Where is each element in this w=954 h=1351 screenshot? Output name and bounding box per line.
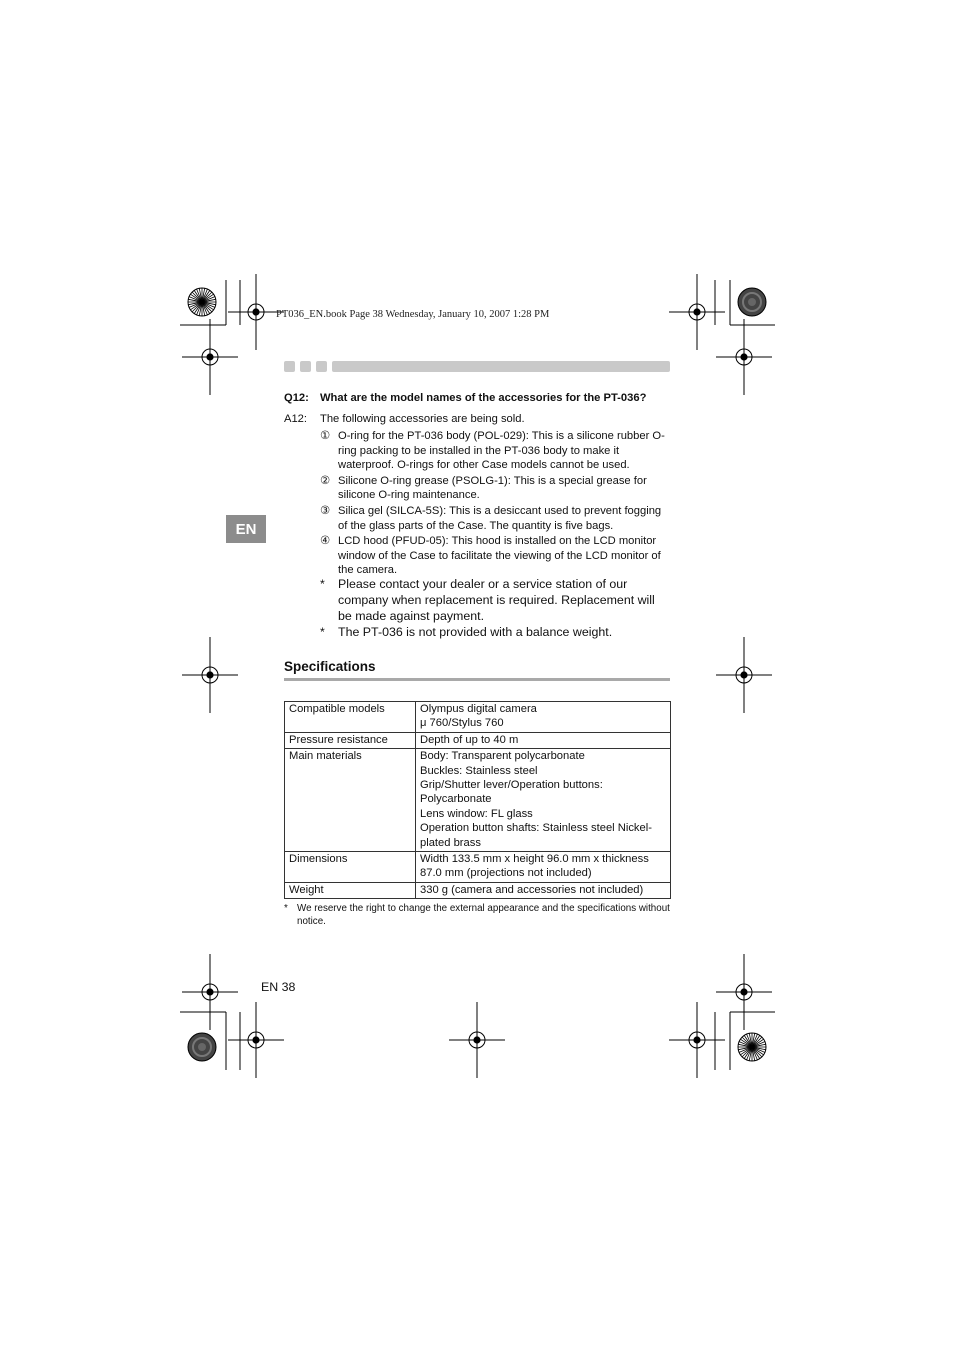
- notes: [320, 576, 672, 640]
- spec-footnote: [284, 902, 672, 928]
- spec-value: [416, 852, 671, 883]
- spec-value-line: Depth of up to 40 m: [420, 733, 519, 746]
- accessory-list: [320, 429, 672, 579]
- spec-key: Dimensions: [285, 852, 416, 883]
- item-number: ④: [320, 535, 331, 548]
- header-block-2: [300, 361, 311, 372]
- spec-key: Pressure resistance: [285, 732, 416, 748]
- item-number: ①: [320, 430, 331, 442]
- note-mark: *: [320, 577, 325, 591]
- header-block-1: [284, 361, 295, 372]
- item-text: LCD hood (PFUD-05): This hood is installed on the LCD monitor window of the Case to facilitate the viewing of the LCD monitor of the camera.: [338, 535, 661, 577]
- item-number: ②: [320, 474, 331, 487]
- note-text: Please contact your dealer or a service station of our company when replacement is required. Replacement will be made against payment.: [338, 577, 655, 623]
- spec-key: Main materials: [285, 749, 416, 852]
- list-item: [320, 534, 672, 578]
- spec-value-line: Grip/Shutter lever/Operation buttons: Polycarbonate: [420, 779, 603, 806]
- spec-key: Weight: [285, 882, 416, 898]
- item-text: O-ring for the PT-036 body (POL-029): This is a silicone rubber O-ring packing to be installed in the PT-036 body to make it waterproof. O-rings for other Case models cannot be used.: [338, 430, 665, 472]
- heading-rule: [284, 678, 670, 681]
- spec-value-line: Body: Transparent polycarbonate: [420, 750, 585, 763]
- table-row: [285, 749, 671, 852]
- list-item: [320, 429, 672, 473]
- note-item: [320, 576, 672, 624]
- answer-intro: [284, 413, 525, 425]
- list-item: [320, 504, 672, 533]
- book-header: PT036_EN.book Page 38 Wednesday, January 10, 2007 1:28 PM: [276, 309, 550, 320]
- note-text: The PT-036 is not provided with a balance weight.: [338, 625, 613, 639]
- footnote-mark: *: [284, 903, 288, 914]
- spec-key: Compatible models: [285, 702, 416, 733]
- spec-value: [416, 882, 671, 898]
- table-row: [285, 732, 671, 748]
- spec-value: [416, 749, 671, 852]
- page-number: EN 38: [261, 980, 296, 994]
- question-text: What are the model names of the accessories for the PT-036?: [320, 392, 647, 404]
- note-item: [320, 624, 672, 640]
- table-row: [285, 852, 671, 883]
- table-row: [285, 882, 671, 898]
- answer-label: A12:: [284, 413, 308, 425]
- specifications-table: [284, 701, 671, 899]
- table-row: [285, 702, 671, 733]
- specifications-heading: Specifications: [284, 659, 376, 674]
- spec-value-line: Olympus digital camera: [420, 703, 537, 715]
- language-tab: EN: [226, 515, 266, 543]
- spec-value-line: Lens window: FL glass: [420, 807, 533, 820]
- header-block-3: [316, 361, 327, 372]
- list-item: [320, 474, 672, 503]
- spec-value: [416, 702, 671, 733]
- spec-value-line: μ 760/Stylus 760: [420, 717, 504, 730]
- question-label: Q12:: [284, 392, 309, 404]
- spec-value-line: Width 133.5 mm x height 96.0 mm x thickness 87.0 mm (projections not included): [420, 853, 649, 880]
- item-number: ③: [320, 504, 331, 517]
- footnote-text: We reserve the right to change the external appearance and the specifications without notice.: [297, 903, 670, 927]
- spec-value-line: Buckles: Stainless steel: [420, 764, 538, 777]
- header-bar: [332, 361, 670, 372]
- answer-intro-text: The following accessories are being sold.: [320, 413, 525, 425]
- question: [284, 392, 646, 404]
- note-mark: *: [320, 625, 325, 639]
- spec-value-line: Operation button shafts: Stainless steel Nickel-plated brass: [420, 822, 652, 849]
- spec-value-line: 330 g (camera and accessories not included): [420, 883, 644, 896]
- spec-value: [416, 732, 671, 748]
- item-text: Silica gel (SILCA-5S): This is a desiccant used to prevent fogging of the glass parts of the Case. The quantity is five bags.: [338, 504, 662, 532]
- item-text: Silicone O-ring grease (PSOLG-1): This is a special grease for silicone O-ring maintenance.: [338, 474, 647, 502]
